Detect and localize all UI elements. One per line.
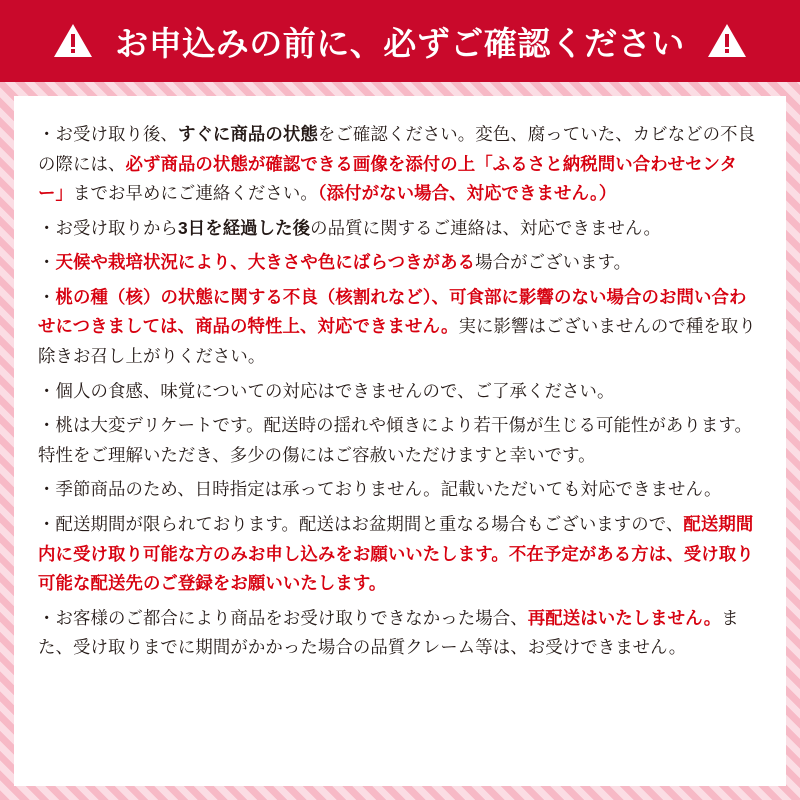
notice-text: の品質に関するご連絡は、対応できません。 bbox=[310, 217, 662, 238]
notice-text: ・季節商品のため、日時指定は承っておりません。記載いただいても対応できません。 bbox=[38, 479, 722, 500]
notice-text: ・お受け取り後、 bbox=[38, 124, 178, 144]
page-title: お申込みの前に、必ずご確認ください bbox=[115, 24, 685, 62]
warning-triangle-icon bbox=[53, 23, 93, 59]
notice-item bbox=[38, 214, 760, 244]
striped-frame bbox=[0, 82, 800, 800]
notice-list bbox=[38, 120, 760, 663]
emphasis-text: 必ず商品の状態が確認できる画像を添付の上「ふるさと納税問い合わせセンター」 bbox=[38, 153, 737, 204]
notice-item bbox=[38, 475, 760, 505]
notice-text: ・お受け取りから bbox=[38, 217, 178, 238]
notice-text: ・配送期間が限られております。配送はお盆期間と重なる場合もございますので、 bbox=[38, 513, 684, 534]
notice-text: ・個人の食感、味覚についての対応はできませんので、ご了承ください。 bbox=[38, 380, 615, 401]
notice-header bbox=[0, 0, 800, 82]
notice-item bbox=[38, 283, 760, 372]
emphasis-text: 再配送はいたしません。 bbox=[527, 607, 722, 628]
strong-text: すぐに商品の状態 bbox=[177, 124, 318, 144]
notice-item bbox=[38, 120, 760, 209]
notice-text: また、受け取りまでに期間がかかった場合の品質クレーム等は、お受けできません。 bbox=[38, 607, 739, 658]
notice-item bbox=[38, 377, 760, 407]
warning-triangle-icon bbox=[707, 23, 747, 59]
emphasis-text: （添付がない場合、対応できません。） bbox=[317, 183, 617, 204]
notice-text: ・お客様のご都合により商品をお受け取りできなかった場合、 bbox=[38, 607, 528, 628]
notice-text: ・桃は大変デリケートです。配送時の揺れや傾きにより若干傷が生じる可能性があります。特性をご理解いただき、多少の傷にはご容赦いただけますと幸いです。 bbox=[38, 415, 752, 465]
emphasis-text: 配送期間内に受け取り可能な方のみお申し込みをお願いいたします。不在予定がある方は、受け取り可能な配送先のご登録をお願いいたします。 bbox=[38, 513, 754, 594]
emphasis-text: 天候や栽培状況により、大きさや色にばらつきがある bbox=[55, 252, 476, 273]
notice-text: ・ bbox=[38, 252, 56, 273]
notice-text: 場合がございます。 bbox=[475, 252, 632, 273]
strong-text: 3日を経過した後 bbox=[177, 217, 311, 238]
notice-item bbox=[38, 510, 760, 599]
notice-body bbox=[14, 96, 786, 786]
notice-text: ・ bbox=[38, 286, 56, 307]
notice-item bbox=[38, 604, 760, 663]
notice-item bbox=[38, 248, 760, 278]
notice-text: 実に影響はございませんので種を取り除きお召し上がりください。 bbox=[38, 316, 756, 367]
notice-item bbox=[38, 411, 760, 470]
emphasis-text: 桃の種（核）の状態に関する不良（核割れなど）、可食部に影響のない場合のお問い合わせにつきましては、商品の特性上、対応できません。 bbox=[38, 286, 747, 337]
notice-text: までお早めにご連絡ください。 bbox=[72, 183, 318, 204]
notice-text: をご確認ください。変色、腐っていた、カビなどの不良の際には、 bbox=[38, 124, 756, 174]
